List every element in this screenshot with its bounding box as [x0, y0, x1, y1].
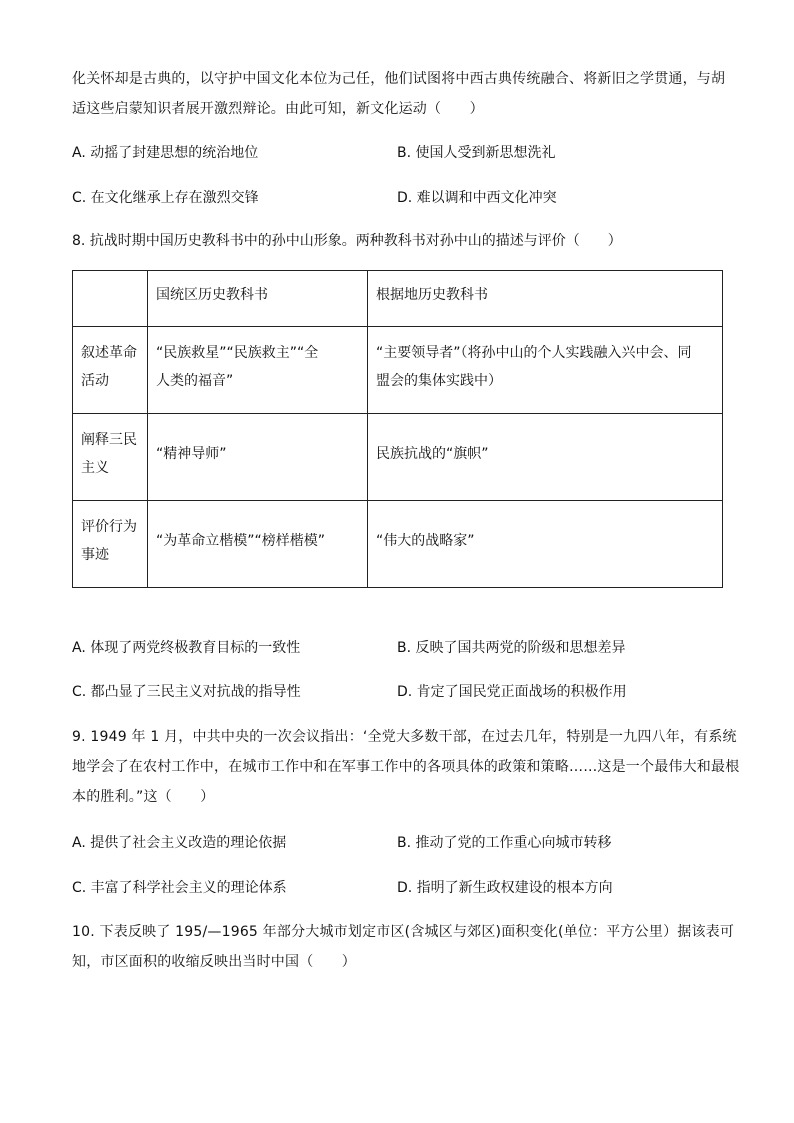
gmd-cell: [148, 501, 368, 588]
q8-comparison-table: [72, 270, 723, 588]
base-cell: [368, 327, 723, 414]
q10-stem: [72, 917, 735, 977]
q7-stem-line: 适这些启蒙知识者展开激烈辩论。由此可知，新文化运动（ ）: [72, 101, 484, 117]
q8-option-b[interactable]: B. 反映了国共两党的阶级和思想差异: [397, 640, 626, 656]
row-label-cell: [73, 327, 148, 414]
row-label-line: 阐释三民: [81, 432, 137, 448]
q9-option-b[interactable]: B. 推动了党的工作重心向城市转移: [397, 835, 612, 851]
row-label-line: 事迹: [81, 547, 109, 563]
q9-option-d[interactable]: D. 指明了新生政权建设的根本方向: [397, 880, 613, 896]
q9-stem-line: 9. 1949 年 1 月，中共中央的一次会议指出：‘全党大多数干部，在过去几年，特别是一九四八年，有系统: [72, 729, 737, 745]
base-text: 民族抗战的“旗帜”: [376, 446, 489, 462]
header-base: 根据地历史教科书: [376, 287, 488, 303]
base-text-line: 盟会的集体实践中）: [376, 373, 502, 389]
q9-option-a[interactable]: A. 提供了社会主义改造的理论依据: [72, 835, 287, 851]
table-header-row: [73, 271, 723, 327]
gmd-text-line: “民族救星”“民族救主”“全: [156, 345, 319, 361]
gmd-cell: [148, 327, 368, 414]
q8-stem: 8. 抗战时期中国历史教科书中的孙中山形象。两种教科书对孙中山的描述与评价（ ）: [72, 233, 622, 249]
row-label-cell: [73, 414, 148, 501]
q8-option-a[interactable]: A. 体现了两党终极教育目标的一致性: [72, 640, 301, 656]
base-text-line: “主要领导者”（将孙中山的个人实践融入兴中会、同: [376, 345, 692, 361]
table-header-cell: [368, 271, 723, 327]
base-cell: [368, 501, 723, 588]
gmd-text: “精神导师”: [156, 446, 227, 462]
q8-option-d[interactable]: D. 肯定了国民党正面战场的积极作用: [397, 684, 627, 700]
q7-option-a[interactable]: A. 动摇了封建思想的统治地位: [72, 145, 259, 161]
row-label-line: 评价行为: [81, 519, 137, 535]
q7-option-c[interactable]: C. 在文化继承上存在激烈交锋: [72, 190, 259, 206]
q7-option-b[interactable]: B. 使国人受到新思想洗礼: [397, 145, 556, 161]
q10-stem-line: 知，市区面积的收缩反映出当时中国（ ）: [72, 954, 356, 970]
q9-option-c[interactable]: C. 丰富了科学社会主义的理论体系: [72, 880, 287, 896]
gmd-cell: [148, 414, 368, 501]
gmd-text: “为革命立楷模”“榜样楷模”: [156, 533, 326, 549]
q10-stem-line: 10. 下表反映了 195/—1965 年部分大城市划定市区(含城区与郊区)面积变化(单位：平方公里）据该表可: [72, 924, 735, 940]
row-label-line: 主义: [81, 460, 109, 476]
q9-stem: [72, 722, 740, 812]
base-cell: [368, 414, 723, 501]
q9-stem-line: 地学会了在农村工作中，在城市工作中和在军事工作中的各项具体的政策和策略……这是一个最伟大和最根: [72, 759, 740, 775]
q8-option-c[interactable]: C. 都凸显了三民主义对抗战的指导性: [72, 684, 301, 700]
gmd-text-line: 人类的福音”: [156, 373, 234, 389]
header-gmd: 国统区历史教科书: [156, 287, 268, 303]
q7-stem-line: 化关怀却是古典的，以守护中国文化本位为己任，他们试图将中西古典传统融合、将新旧之学贯通，与胡: [72, 71, 726, 87]
row-label-cell: [73, 501, 148, 588]
table-header-cell: [148, 271, 368, 327]
table-row: [73, 501, 723, 588]
table-row: [73, 414, 723, 501]
base-text: “伟大的战略家”: [376, 533, 475, 549]
row-label-line: 叙述革命: [81, 345, 137, 361]
q9-stem-line: 本的胜利。”这（ ）: [72, 789, 215, 805]
row-label-line: 活动: [81, 373, 109, 389]
q7-option-d[interactable]: D. 难以调和中西文化冲突: [397, 190, 557, 206]
q7-stem-tail: [72, 64, 724, 124]
table-row: [73, 327, 723, 414]
table-corner-cell: [73, 271, 148, 327]
